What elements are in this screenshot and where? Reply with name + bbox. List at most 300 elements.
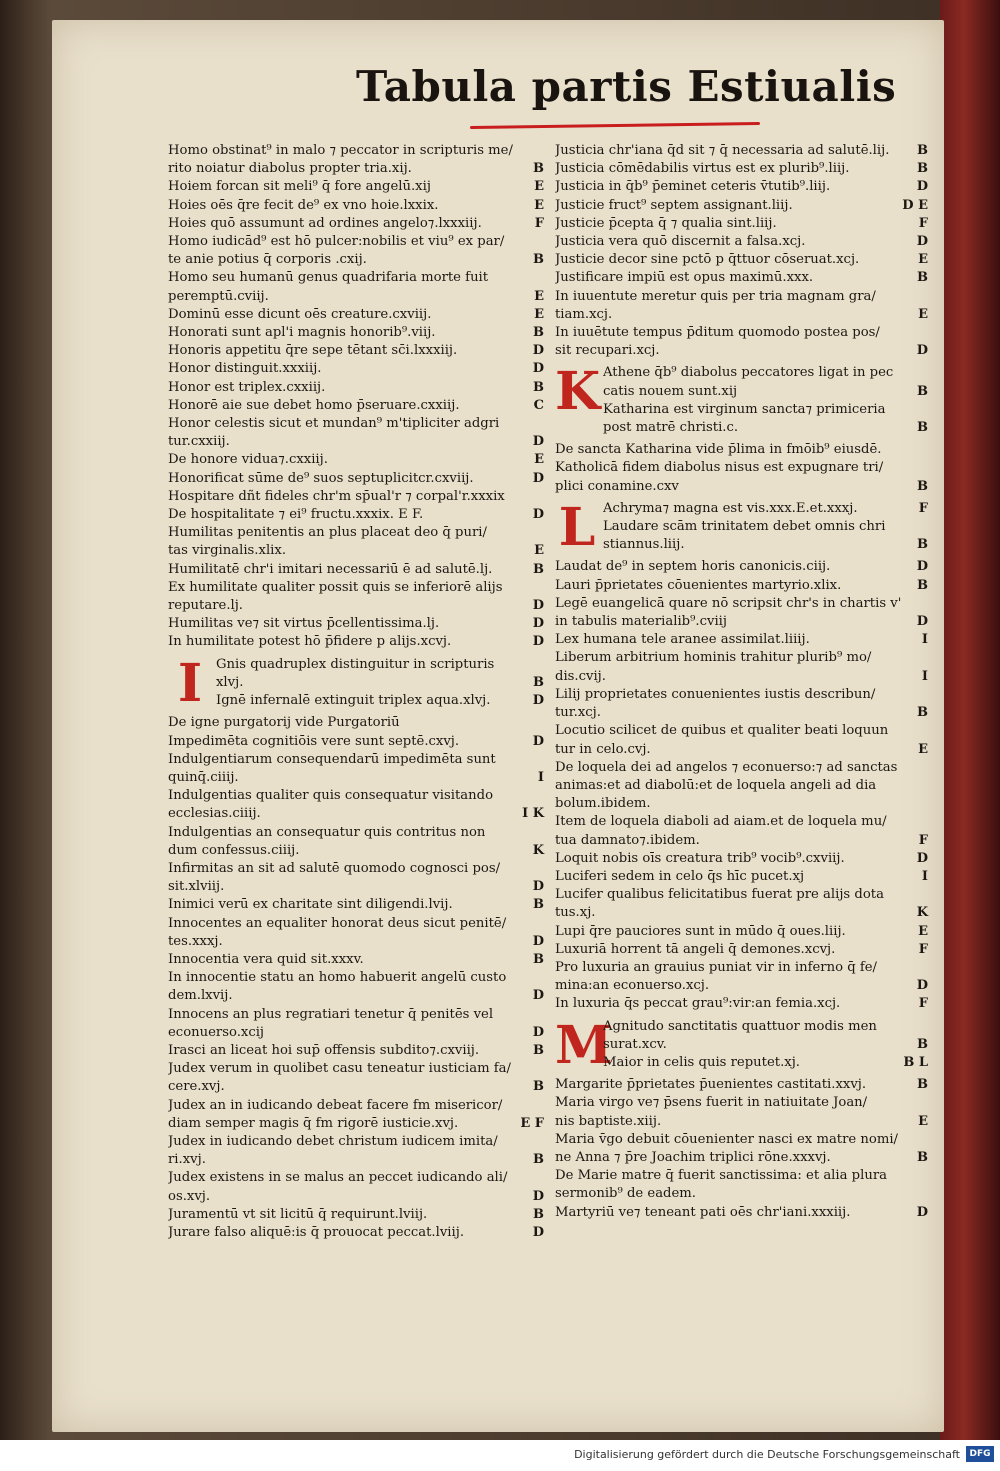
entry-letter-marker: D <box>916 343 928 359</box>
entry-text: De Marie matre q̄ fuerit sanctissima: et alia plura <box>555 1168 887 1184</box>
index-entry <box>168 751 546 769</box>
entry-letter-marker: B <box>917 705 928 721</box>
index-entry <box>216 674 546 692</box>
index-entry <box>168 251 546 269</box>
entry-text: Hoies oēs q̄re fecit de⁹ ex vno hoie.lxxix. <box>168 197 439 213</box>
entry-text: tur.cxxiij. <box>168 434 230 450</box>
entry-text: Judex an in iudicando debeat facere fm misericor/ <box>168 1097 503 1113</box>
entry-text: bolum.ibidem. <box>555 796 651 812</box>
entry-text: te anie potius q̄ corporis .cxij. <box>168 252 367 268</box>
entry-letter-marker: F <box>918 832 928 848</box>
index-entry <box>168 1169 546 1187</box>
index-entry <box>168 878 546 896</box>
entry-letter-marker: E <box>918 923 928 939</box>
index-entry <box>555 1094 930 1112</box>
red-initial-letter: M <box>555 1014 613 1076</box>
index-entry <box>168 215 546 233</box>
index-entry <box>168 1006 546 1024</box>
entry-text: Honoris appetitu q̄re sepe tētant sc̄i.lxxxiij. <box>168 343 458 359</box>
entry-text: Innocens an plus regratiari tenetur q̄ penitēs vel <box>168 1006 494 1022</box>
entry-letter-marker: B <box>533 161 544 177</box>
entry-text: Liberum arbitrium hominis trahitur plurib⁹ mo/ <box>555 650 872 666</box>
entry-text: De hospitalitate ⁊ ei⁹ fructu.xxxix. E F. <box>168 507 424 523</box>
entry-letter-marker: B <box>917 1149 928 1165</box>
entry-text: Innocentes an equaliter honorat deus sicut penitē/ <box>168 915 507 931</box>
entry-text: In iuuētute tempus p̄ditum quomodo postea pos/ <box>555 325 880 341</box>
entry-letter-marker: B <box>917 577 928 593</box>
index-entry <box>168 579 546 597</box>
entry-text: Gnis quadruplex distinguitur in scripturis <box>216 656 495 672</box>
entry-letter-marker: D <box>916 234 928 250</box>
index-entry <box>168 197 546 215</box>
entry-text: tas virginalis.xlix. <box>168 543 287 559</box>
index-entry <box>555 777 930 795</box>
entry-text: Luciferi sedem in celo q̄s hīc pucet.xj <box>555 868 805 884</box>
index-entry <box>603 364 930 382</box>
index-entry <box>168 787 546 805</box>
entry-text: Humilitas ve⁊ sit virtus p̄cellentissima.lj. <box>168 616 440 632</box>
index-entry <box>555 1185 930 1203</box>
index-entry <box>555 558 930 576</box>
entry-letter-marker: E <box>918 741 928 757</box>
entry-text: cere.xvj. <box>168 1079 225 1095</box>
index-entry <box>168 824 546 842</box>
entry-letter-marker: B <box>917 478 928 494</box>
entry-text: Loquit nobis oīs creatura trib⁹ vocib⁹.cxviij. <box>555 850 845 866</box>
index-entry <box>603 536 930 554</box>
index-entry <box>168 633 546 651</box>
entry-text: Justicia vera quō discernit a falsa.xcj. <box>555 234 806 250</box>
index-entry <box>555 977 930 995</box>
entry-letter-marker: K <box>532 842 544 858</box>
entry-letter-marker: E F <box>520 1115 544 1131</box>
section-lines <box>603 1018 930 1073</box>
entry-letter-marker: B <box>917 1036 928 1052</box>
entry-letter-marker: E <box>918 252 928 268</box>
footer-bar <box>0 1440 1000 1471</box>
index-entry <box>168 433 546 451</box>
entry-text: Humilitatē chr'i imitari necessariū ē ad salutē.lj. <box>168 561 493 577</box>
entry-letter-marker: B <box>533 1079 544 1095</box>
index-entry <box>555 886 930 904</box>
index-entry <box>168 1188 546 1206</box>
entry-letter-marker: E <box>534 543 544 559</box>
index-entry <box>168 733 546 751</box>
entry-text: Hoies quō assumunt ad ordines angelo⁊.lxxxiij. <box>168 215 482 231</box>
index-entry <box>555 686 930 704</box>
entry-text: Hoiem forcan sit meli⁹ q̄ fore angelū.xij <box>168 179 431 195</box>
entry-letter-marker: D <box>532 933 544 949</box>
index-entry <box>555 1149 930 1167</box>
entry-text: sit recupari.xcj. <box>555 343 660 359</box>
index-entry <box>168 933 546 951</box>
index-entry <box>168 524 546 542</box>
footer-credit: Digitalisierung gefördert durch die Deutsche Forschungsgemeinschaft <box>574 1448 960 1461</box>
index-entry <box>168 542 546 560</box>
index-entry <box>555 178 930 196</box>
index-entry <box>168 324 546 342</box>
entry-letter-marker: E <box>918 1113 928 1129</box>
entry-letter-marker: D <box>916 850 928 866</box>
entry-text: plici conamine.cxv <box>555 478 679 494</box>
index-entry <box>168 142 546 160</box>
entry-text: in tabulis materialib⁹.cviij <box>555 614 727 630</box>
index-entry <box>216 692 546 710</box>
index-entry <box>168 379 546 397</box>
entry-text: Item de loquela diaboli ad aiam.et de loquela mu/ <box>555 814 887 830</box>
entry-text: surat.xcv. <box>603 1036 667 1052</box>
index-entry <box>168 969 546 987</box>
section-lines <box>603 364 930 437</box>
index-entry <box>555 324 930 342</box>
entry-letter-marker: E <box>534 179 544 195</box>
index-entry <box>168 1097 546 1115</box>
entry-text: Justicie p̄cepta q̄ ⁊ qualia sint.liij. <box>555 215 777 231</box>
entry-text: catis nouem sunt.xij <box>603 383 738 399</box>
index-entry <box>168 178 546 196</box>
index-entry <box>603 1054 930 1072</box>
entry-text: Martyriū ve⁊ teneant pati oēs chr'iani.xxxiij. <box>555 1204 851 1220</box>
index-entry <box>168 842 546 860</box>
entry-text: Katholicā fidem diabolus nisus est expugnare tri/ <box>555 460 884 476</box>
index-entry <box>216 656 546 674</box>
index-entry <box>168 896 546 914</box>
entry-text: Dominū esse dicunt oēs creature.cxviij. <box>168 306 432 322</box>
entry-text: diam semper magis q̄ fm rigorē iusticie.xvj. <box>168 1115 459 1131</box>
index-entry <box>168 288 546 306</box>
index-entry <box>168 597 546 615</box>
entry-text: Impedimēta cognitiōis vere sunt septē.cxvj. <box>168 733 460 749</box>
index-entry <box>555 613 930 631</box>
entry-letter-marker: D <box>532 434 544 450</box>
entry-text: ne Anna ⁊ p̄re Joachim triplici rōne.xxxvj. <box>555 1149 831 1165</box>
index-entry <box>168 470 546 488</box>
entry-text: peremptū.cviij. <box>168 288 269 304</box>
entry-text: mina:an econuerso.xcj. <box>555 978 710 994</box>
index-entry <box>168 415 546 433</box>
entry-letter-marker: B <box>917 161 928 177</box>
index-entry <box>168 160 546 178</box>
index-entry <box>603 1036 930 1054</box>
entry-text: Maria virgo ve⁊ p̄sens fuerit in natiuitate Joan/ <box>555 1095 868 1111</box>
entry-letter-marker: D <box>532 470 544 486</box>
index-entry <box>168 915 546 933</box>
entry-letter-marker: B <box>533 674 544 690</box>
index-entry <box>555 704 930 722</box>
entry-letter-marker: B <box>533 379 544 395</box>
entry-text: ecclesias.ciiij. <box>168 806 261 822</box>
entry-text: Lupi q̄re pauciores sunt in mūdo q̄ oues.liij. <box>555 923 846 939</box>
entry-text: Justicia cōmēdabilis virtus est ex plurib⁹.liij. <box>555 161 850 177</box>
entry-text: os.xvj. <box>168 1188 211 1204</box>
entry-text: Ex humilitate qualiter possit quis se inferiorē alijs <box>168 579 503 595</box>
index-entry <box>603 419 930 437</box>
index-entry <box>168 615 546 633</box>
entry-text: dem.lxvij. <box>168 988 233 1004</box>
index-entry <box>168 360 546 378</box>
entry-letter-marker: E <box>918 306 928 322</box>
index-entry <box>555 441 930 459</box>
entry-letter-marker: D <box>532 1224 544 1240</box>
entry-letter-marker: B <box>917 270 928 286</box>
entry-text: In iuuentute meretur quis per tria magnam gra/ <box>555 288 876 304</box>
index-entry <box>555 868 930 886</box>
entry-text: Indulgentiarum consequendarū impedimēta sunt <box>168 751 496 767</box>
entry-letter-marker: I K <box>522 806 544 822</box>
entry-letter-marker: E <box>534 288 544 304</box>
index-entry <box>555 1167 930 1185</box>
entry-text: Agnitudo sanctitatis quattuor modis men <box>603 1018 877 1034</box>
entry-text: Inimici verū ex charitate sint diligendi.lvij. <box>168 897 453 913</box>
entry-letter-marker: E <box>534 452 544 468</box>
dfg-logo: DFG <box>966 1446 994 1462</box>
entry-text: animas:et ad diabolū:et de loquela angeli ad dia <box>555 777 877 793</box>
entry-letter-marker: B <box>533 1042 544 1058</box>
entry-text: Ignē infernalē extinguit triplex aqua.xlvj. <box>216 693 491 709</box>
entry-text: sit.xlviij. <box>168 879 225 895</box>
entry-text: Honorificat sūme de⁹ suos septuplicitcr.cxviij. <box>168 470 474 486</box>
entry-text: Judex in iudicando debet christum iudicem imita/ <box>168 1133 498 1149</box>
entry-text: Honor celestis sicut et mundan⁹ m'tipliciter adgri <box>168 416 500 432</box>
entry-text: In humilitate potest hō p̄fidere p alijs.xcvj. <box>168 634 452 650</box>
index-entry <box>555 577 930 595</box>
index-entry <box>555 722 930 740</box>
index-entry <box>168 1224 546 1242</box>
entry-letter-marker: I <box>921 632 928 648</box>
entry-text: Justificare impiū est opus maximū.xxx. <box>555 270 814 286</box>
index-entry <box>555 923 930 941</box>
entry-text: Maior in celis quis reputet.xj. <box>603 1054 800 1070</box>
index-entry <box>555 1113 930 1131</box>
entry-text: stiannus.liij. <box>603 537 685 553</box>
entry-letter-marker: B <box>917 420 928 436</box>
index-entry <box>168 397 546 415</box>
index-entry <box>555 342 930 360</box>
entry-letter-marker: B <box>917 383 928 399</box>
entry-letter-marker: D E <box>902 197 928 213</box>
entry-text: Locutio scilicet de quibus et qualiter beati loquun <box>555 723 889 739</box>
entry-letter-marker: D <box>532 634 544 650</box>
index-entry <box>555 668 930 686</box>
entry-text: quinq̄.ciiij. <box>168 769 239 785</box>
entry-letter-marker: D <box>532 879 544 895</box>
entry-text: tua damnato⁊.ibidem. <box>555 832 700 848</box>
index-entry <box>555 759 930 777</box>
entry-letter-marker: I <box>921 868 928 884</box>
index-entry <box>603 383 930 401</box>
index-entry <box>555 904 930 922</box>
entry-letter-marker: D <box>532 1024 544 1040</box>
entry-letter-marker: D <box>532 507 544 523</box>
entry-letter-marker: B <box>533 252 544 268</box>
entry-letter-marker: B <box>533 951 544 967</box>
index-entry <box>555 995 930 1013</box>
entry-letter-marker: D <box>532 733 544 749</box>
index-entry <box>603 500 930 518</box>
entry-text: Homo iudicād⁹ est hō pulcer:nobilis et viu⁹ ex par/ <box>168 234 505 250</box>
letter-section <box>555 496 930 558</box>
entry-text: Judex verum in quolibet casu teneatur iusticiam fa/ <box>168 1061 511 1077</box>
entry-text: tur.xcj. <box>555 705 601 721</box>
index-entry <box>168 488 546 506</box>
entry-text: Lex humana tele aranee assimilat.liiij. <box>555 632 810 648</box>
index-entry <box>168 233 546 251</box>
entry-text: Jurare falso aliquē:is q̄ prouocat peccat.lviij. <box>168 1224 465 1240</box>
index-entry <box>603 518 930 536</box>
index-entry <box>168 506 546 524</box>
index-entry <box>168 987 546 1005</box>
entry-letter-marker: I <box>921 668 928 684</box>
entry-text: In innocentie statu an homo habuerit angelū custo <box>168 970 507 986</box>
index-entry <box>555 160 930 178</box>
entry-letter-marker: B <box>533 1206 544 1222</box>
entry-letter-marker: B <box>917 537 928 553</box>
index-entry <box>555 288 930 306</box>
entry-text: Judex existens in se malus an peccet iudicando ali/ <box>168 1170 508 1186</box>
index-entry <box>168 342 546 360</box>
index-entry <box>555 941 930 959</box>
entry-text: De honore vidua⁊.cxxiij. <box>168 452 328 468</box>
index-entry <box>168 860 546 878</box>
entry-text: Lucifer qualibus felicitatibus fuerat pre alijs dota <box>555 887 884 903</box>
entry-letter-marker: D <box>916 559 928 575</box>
index-entry <box>555 795 930 813</box>
index-entry <box>555 832 930 850</box>
letter-section <box>555 1014 930 1076</box>
entry-letter-marker: B <box>917 143 928 158</box>
entry-letter-marker: F <box>918 215 928 231</box>
entry-text: Lauri p̄prietates cōuenientes martyrio.xlix. <box>555 577 842 593</box>
index-entry <box>168 1060 546 1078</box>
entry-text: In luxuria q̄s peccat grau⁹:vir:an femia.xcj. <box>555 996 841 1012</box>
entry-text: De loquela dei ad angelos ⁊ econuerso:⁊ ad sanctas <box>555 759 898 775</box>
entry-letter-marker: D <box>532 343 544 359</box>
entry-letter-marker: B <box>533 897 544 913</box>
entry-text: Legē euangelicā quare nō scripsit chr's in chartis v' <box>555 595 902 611</box>
entry-text: tes.xxxj. <box>168 933 223 949</box>
entry-letter-marker: D <box>532 598 544 614</box>
entry-text: Humilitas penitentis an plus placeat deo q̄ puri/ <box>168 525 487 541</box>
entry-text: ri.xvj. <box>168 1152 206 1168</box>
index-entry <box>555 233 930 251</box>
index-entry <box>168 951 546 969</box>
index-entry <box>555 215 930 233</box>
index-entry <box>168 805 546 823</box>
entry-text: post matrē christi.c. <box>603 420 739 436</box>
red-initial-letter: I <box>177 652 203 714</box>
entry-text: Justicie decor sine pctō p q̄ttuor cōseruat.xcj. <box>555 252 860 268</box>
entry-letter-marker: B L <box>903 1054 928 1070</box>
index-entry <box>168 1206 546 1224</box>
index-entry <box>555 459 930 477</box>
index-entry <box>555 959 930 977</box>
entry-text: De sancta Katharina vide p̄lima in fmōib⁹ eiusdē. <box>555 442 882 458</box>
index-entry <box>555 1076 930 1094</box>
entry-text: Indulgentias an consequatur quis contritus non <box>168 824 486 840</box>
entry-text: Laudat de⁹ in septem horis canonicis.ciij. <box>555 559 831 575</box>
index-entry <box>555 741 930 759</box>
index-entry <box>555 1204 930 1222</box>
index-entry <box>555 478 930 496</box>
entry-text: Innocentia vera quid sit.xxxv. <box>168 951 364 967</box>
entry-text: Justicia chr'iana q̄d sit ⁊ q̄ necessaria ad salutē.lij. <box>555 143 890 158</box>
entry-letter-marker: D <box>532 693 544 709</box>
entry-letter-marker: B <box>533 561 544 577</box>
entry-text: Homo seu humanū genus quadrifaria morte fuit <box>168 270 489 286</box>
red-initial-letter: L <box>558 496 596 558</box>
entry-text: Honorati sunt apl'i magnis honorib⁹.viij. <box>168 325 436 341</box>
entry-text: Justicia in q̄b⁹ p̄eminet ceteris v̄tutib⁹.liij. <box>555 179 831 195</box>
index-entry <box>555 306 930 324</box>
index-entry <box>555 631 930 649</box>
entry-letter-marker: D <box>916 179 928 195</box>
entry-letter-marker: F <box>918 500 928 516</box>
index-entry <box>168 306 546 324</box>
entry-text: dis.cvij. <box>555 668 606 684</box>
index-entry <box>168 769 546 787</box>
entry-text: tus.xj. <box>555 905 596 921</box>
entry-letter-marker: E <box>534 306 544 322</box>
index-entry <box>168 1151 546 1169</box>
section-lines <box>216 656 546 711</box>
letter-section <box>168 652 546 714</box>
entry-text: Infirmitas an sit ad salutē quomodo cognosci pos/ <box>168 860 501 876</box>
red-initial-letter: K <box>555 361 601 423</box>
entry-text: nis baptiste.xiij. <box>555 1113 662 1129</box>
entry-letter-marker: D <box>532 361 544 377</box>
entry-letter-marker: D <box>532 1188 544 1204</box>
index-entry <box>555 142 930 160</box>
entry-letter-marker: D <box>916 614 928 630</box>
index-entry <box>168 1115 546 1133</box>
entry-letter-marker: D <box>916 1204 928 1220</box>
entry-text: rito noiatur diabolus propter tria.xij. <box>168 161 412 177</box>
entry-letter-marker: K <box>916 905 928 921</box>
entry-letter-marker: B <box>533 1152 544 1168</box>
page-title: Tabula partis Estiualis <box>356 62 897 111</box>
entry-text: Maria v̄go debuit cōuenienter nasci ex matre nomi/ <box>555 1131 899 1147</box>
entry-text: Athene q̄b⁹ diabolus peccatores ligat in pec <box>603 365 894 381</box>
entry-text: Katharina est virginum sancta⁊ primiceria <box>603 401 886 417</box>
entry-text: De igne purgatorij vide Purgatoriū <box>168 715 400 731</box>
entry-text: Justicie fruct⁹ septem assignant.liij. <box>555 197 793 213</box>
entry-text: reputare.lj. <box>168 598 244 614</box>
index-entry <box>603 1018 930 1036</box>
index-entry <box>168 1042 546 1060</box>
index-entry <box>555 1131 930 1149</box>
entry-text: econuerso.xcij <box>168 1024 265 1040</box>
entry-text: sermonib⁹ de eadem. <box>555 1186 696 1202</box>
index-entry <box>555 269 930 287</box>
index-entry <box>555 813 930 831</box>
left-column <box>168 142 546 1242</box>
entry-letter-marker: D <box>916 978 928 994</box>
index-entry <box>555 595 930 613</box>
index-entry <box>555 251 930 269</box>
entry-letter-marker: B <box>533 325 544 341</box>
index-entry <box>168 1133 546 1151</box>
entry-text: Homo obstinat⁹ in malo ⁊ peccator in scripturis me/ <box>168 143 513 158</box>
entry-letter-marker: D <box>532 616 544 632</box>
entry-letter-marker: I <box>537 769 544 785</box>
entry-text: tiam.xcj. <box>555 306 613 322</box>
index-entry <box>555 850 930 868</box>
index-entry <box>555 197 930 215</box>
index-entry <box>603 401 930 419</box>
entry-letter-marker: F <box>534 215 544 231</box>
index-entry <box>168 451 546 469</box>
entry-text: xlvj. <box>216 674 244 690</box>
